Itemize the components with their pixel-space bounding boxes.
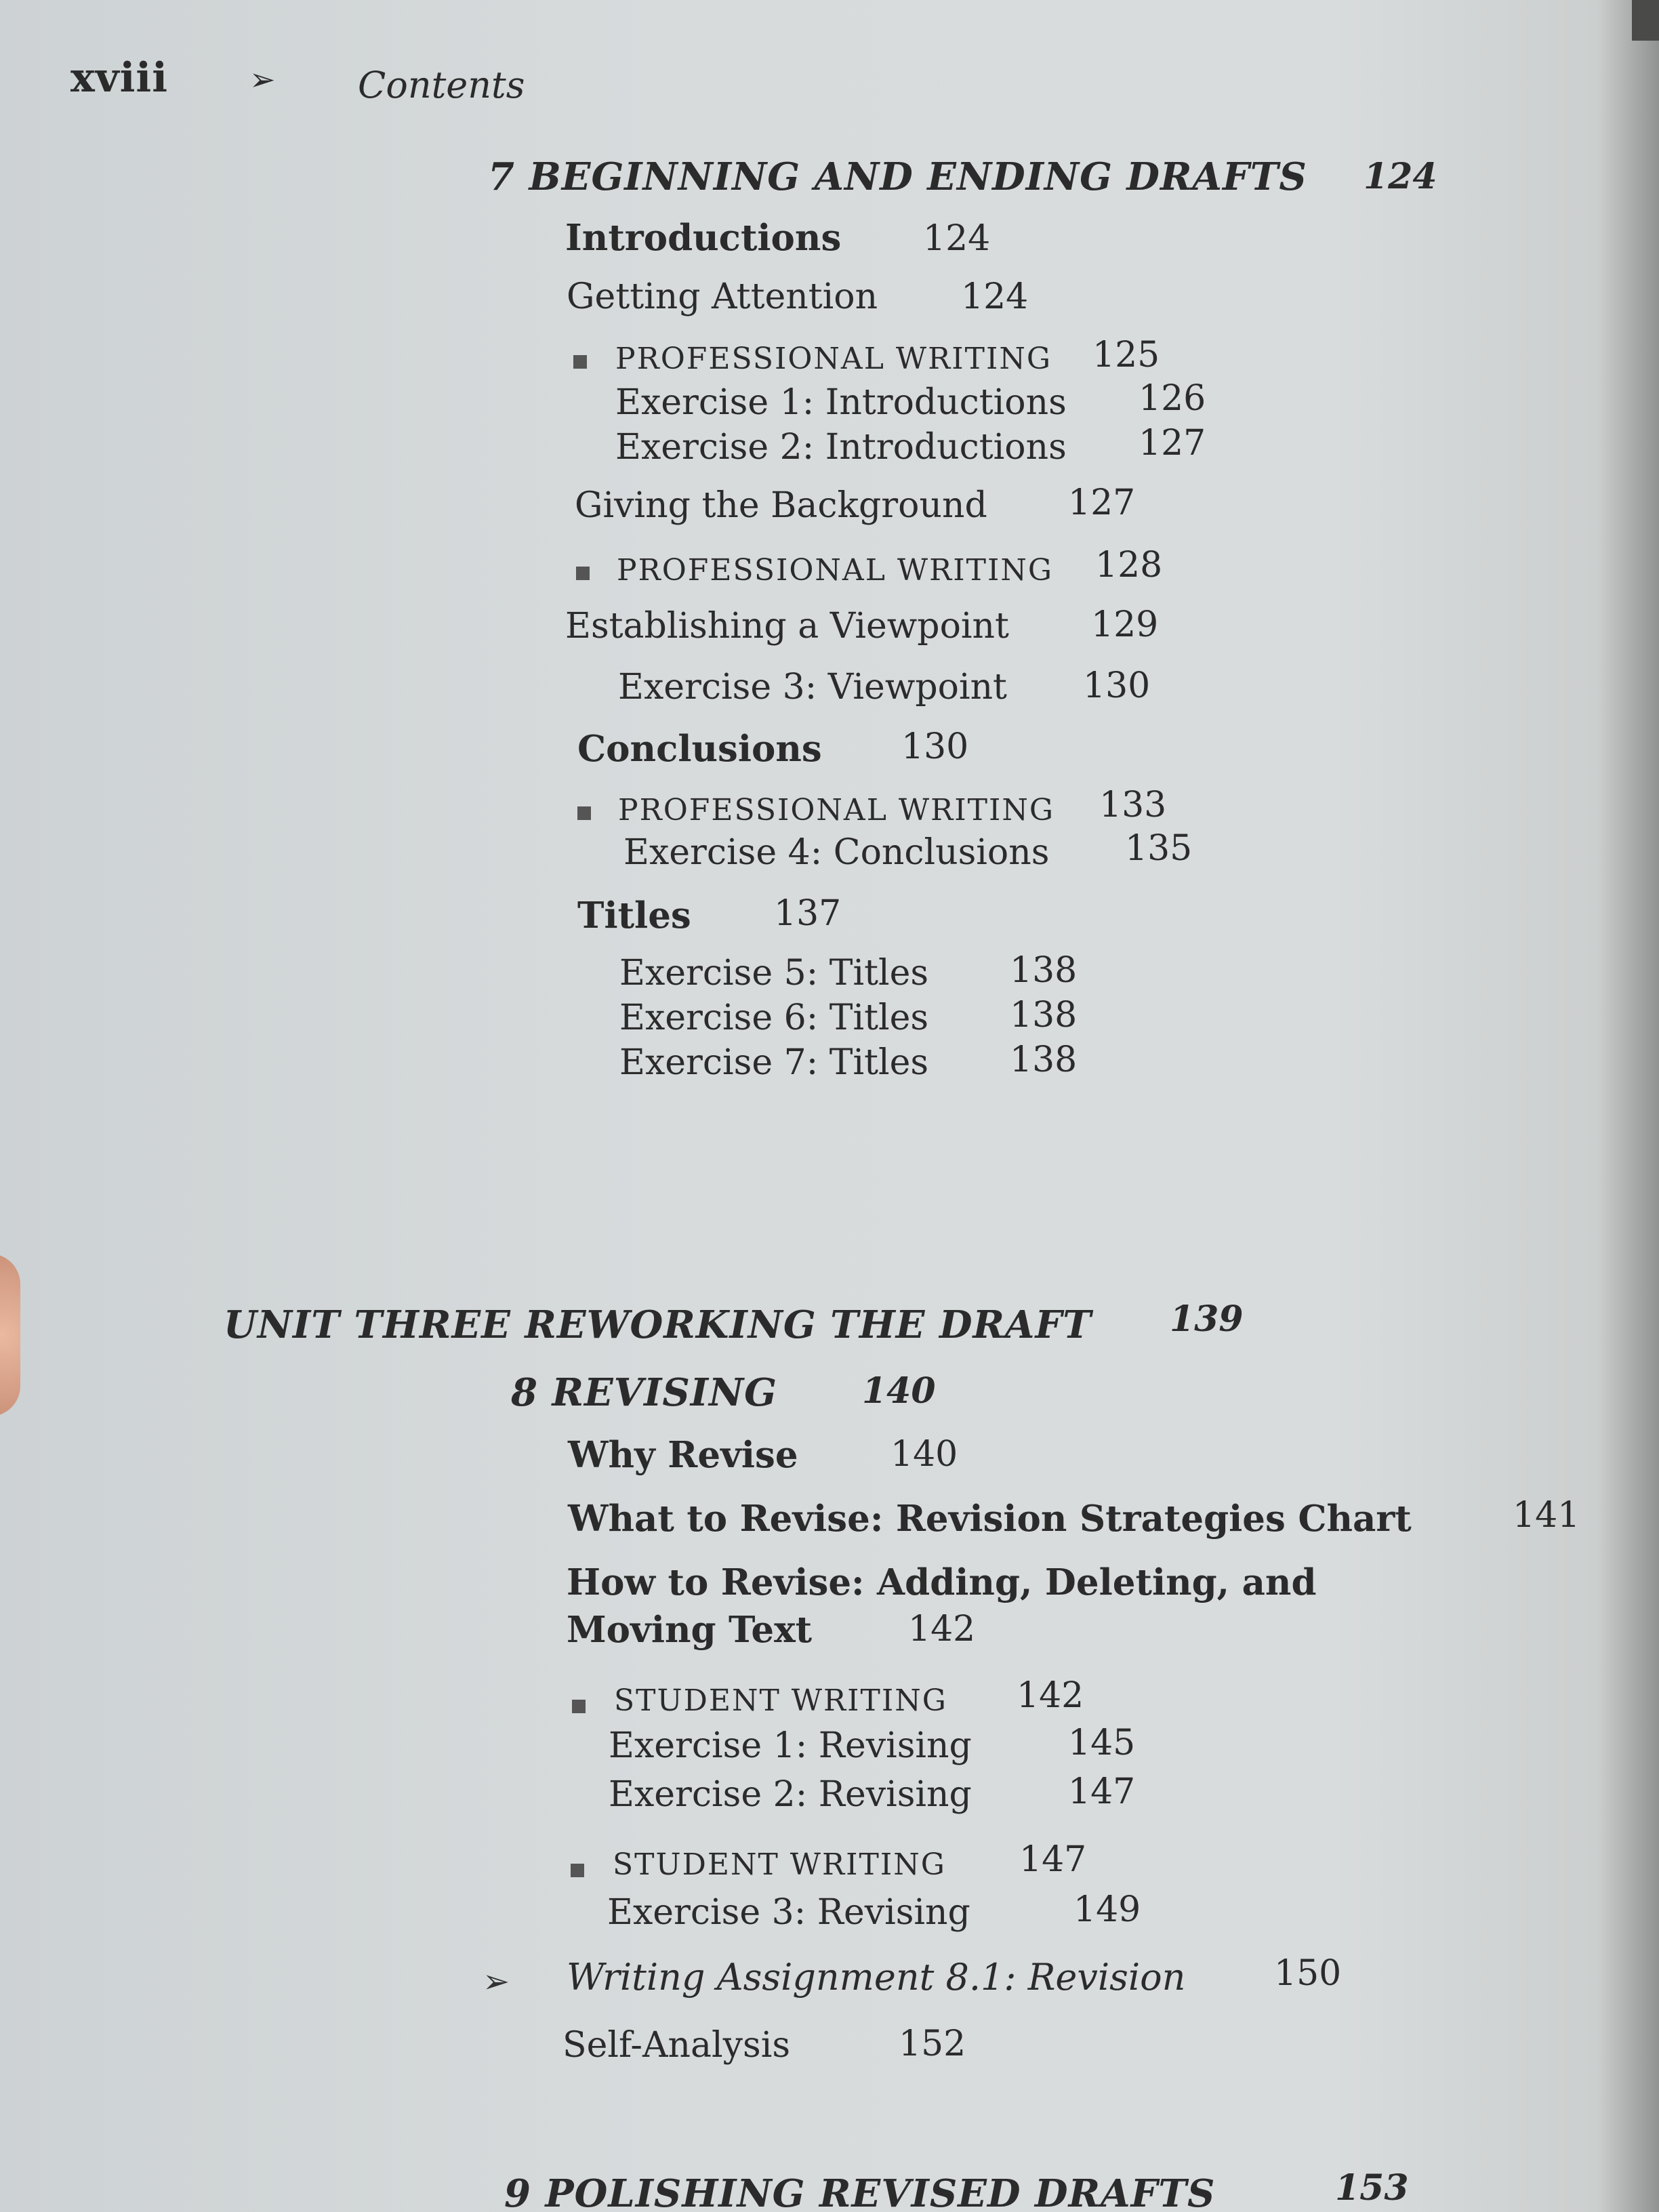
toc-page: 129: [1091, 605, 1159, 645]
toc-page: 137: [774, 893, 842, 934]
chapter-8-title: 8 REVISING: [511, 1370, 777, 1415]
toc-page: 128: [1095, 545, 1163, 586]
running-title: Contents: [358, 64, 525, 106]
toc-page: 127: [1068, 483, 1136, 523]
toc-entry: PROFESSIONAL WRITING: [618, 793, 1055, 827]
toc-page: 130: [901, 726, 969, 767]
toc-page: 138: [1010, 995, 1078, 1036]
toc-entry: Establishing a Viewpoint: [565, 606, 1009, 647]
toc-entry: Self-Analysis: [562, 2025, 791, 2066]
toc-page: 135: [1125, 828, 1193, 869]
toc-entry: Exercise 3: Viewpoint: [618, 667, 1007, 708]
page-corner-shadow: [1632, 0, 1659, 41]
toc-entry: PROFESSIONAL WRITING: [617, 553, 1054, 588]
unit-three-title: UNIT THREE REWORKING THE DRAFT: [224, 1303, 1092, 1347]
chapter-9-page: 153: [1335, 2167, 1409, 2209]
arrow-icon: ➢: [249, 61, 276, 98]
toc-page: 152: [899, 2024, 966, 2064]
page-edge-shadow: [1597, 0, 1659, 2212]
toc-entry: Exercise 3: Revising: [607, 1892, 970, 1933]
toc-page: 150: [1274, 1953, 1342, 1994]
toc-page: 142: [1017, 1675, 1084, 1716]
toc-page: 140: [890, 1434, 958, 1475]
toc-entry: PROFESSIONAL WRITING: [615, 342, 1052, 376]
square-bullet-icon: [577, 806, 591, 820]
toc-entry: Exercise 2: Revising: [609, 1774, 972, 1815]
toc-entry: Giving the Background: [575, 485, 987, 526]
toc-page: 126: [1139, 378, 1206, 419]
toc-page: 124: [923, 218, 991, 259]
toc-entry: What to Revise: Revision Strategies Chart: [568, 1498, 1412, 1540]
toc-page: 147: [1019, 1839, 1087, 1880]
toc-page: 142: [908, 1609, 976, 1650]
toc-entry: STUDENT WRITING: [613, 1847, 946, 1882]
toc-entry: How to Revise: Adding, Deleting, and: [567, 1561, 1317, 1603]
toc-entry: Moving Text: [567, 1609, 813, 1651]
square-bullet-icon: [571, 1864, 584, 1877]
toc-entry: Exercise 2: Introductions: [615, 427, 1067, 468]
toc-page: 141: [1513, 1495, 1580, 1536]
toc-page: 145: [1068, 1723, 1136, 1763]
toc-entry: Exercise 1: Revising: [609, 1725, 972, 1766]
toc-page: 138: [1010, 1040, 1078, 1080]
unit-three-page: 139: [1170, 1298, 1244, 1340]
toc-entry: Getting Attention: [567, 276, 878, 317]
toc-entry: Exercise 7: Titles: [619, 1042, 929, 1083]
page-number: xviii: [70, 54, 169, 102]
toc-entry: Conclusions: [577, 728, 822, 770]
toc-page: 130: [1083, 665, 1151, 706]
toc-entry: Why Revise: [568, 1434, 798, 1476]
toc-page: 124: [961, 276, 1029, 317]
square-bullet-icon: [573, 355, 587, 369]
thumb: [0, 1254, 20, 1416]
toc-page: 133: [1099, 785, 1167, 825]
toc-entry: Titles: [577, 895, 691, 937]
toc-entry: Exercise 4: Conclusions: [623, 832, 1050, 873]
toc-entry: Exercise 5: Titles: [619, 953, 929, 994]
toc-page: 147: [1068, 1771, 1136, 1812]
square-bullet-icon: [572, 1700, 586, 1713]
chapter-7-page: 124: [1364, 156, 1437, 197]
toc-entry: Writing Assignment 8.1: Revision: [567, 1956, 1186, 1999]
toc-entry: Introductions: [565, 217, 842, 259]
chapter-9-title: 9 POLISHING REVISED DRAFTS: [504, 2171, 1216, 2212]
toc-entry: STUDENT WRITING: [614, 1683, 947, 1718]
toc-entry: Exercise 1: Introductions: [615, 382, 1067, 423]
toc-page: 138: [1010, 950, 1078, 991]
chapter-7-title: 7 BEGINNING AND ENDING DRAFTS: [488, 155, 1307, 199]
square-bullet-icon: [576, 567, 590, 580]
toc-page: 125: [1092, 335, 1160, 375]
toc-page: 149: [1073, 1889, 1141, 1930]
chapter-8-page: 140: [862, 1370, 936, 1412]
toc-entry: Exercise 6: Titles: [619, 998, 929, 1038]
arrow-icon: ➢: [483, 1963, 510, 2001]
toc-page: 127: [1139, 423, 1206, 464]
